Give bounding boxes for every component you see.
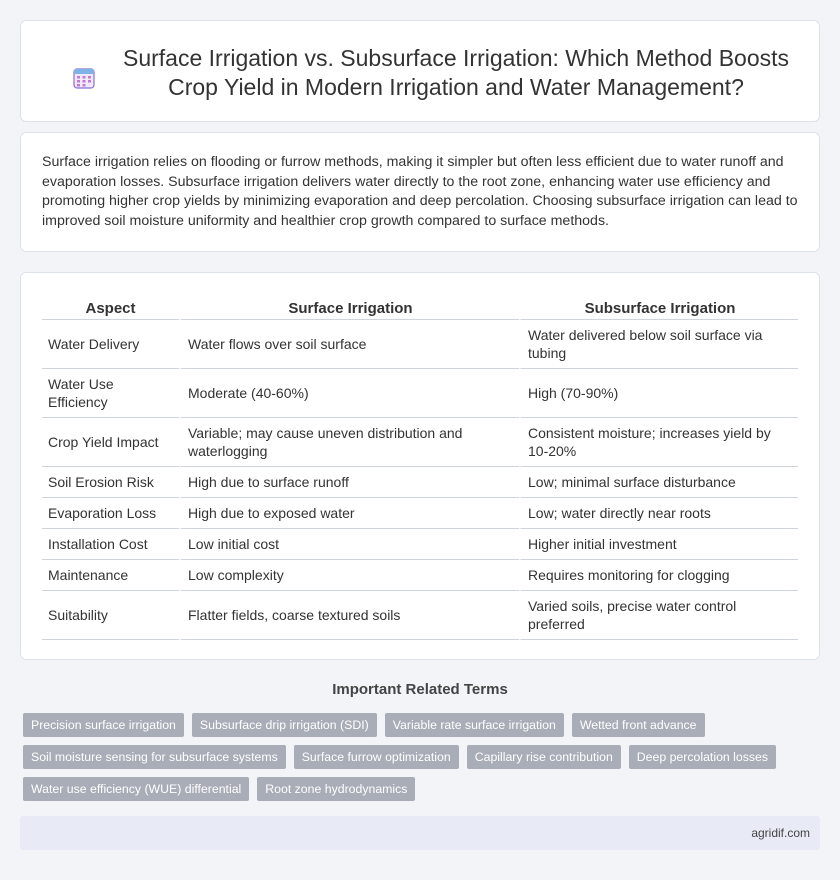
header-subsurface: Subsurface Irrigation: [519, 295, 798, 320]
title-card: [20, 20, 820, 122]
cell-aspect: Maintenance: [42, 560, 179, 591]
related-term-tag[interactable]: Precision surface irrigation: [23, 713, 184, 737]
cell-aspect: Crop Yield Impact: [42, 418, 179, 467]
related-term-tag[interactable]: Surface furrow optimization: [294, 745, 459, 769]
table-row: [42, 529, 798, 560]
related-terms-list: [23, 713, 803, 801]
table-row: [42, 320, 798, 369]
cell-aspect: Installation Cost: [42, 529, 179, 560]
related-term-tag[interactable]: Wetted front advance: [572, 713, 705, 737]
cell-aspect: Water Use Efficiency: [42, 369, 179, 418]
table-row: [42, 560, 798, 591]
table-row: [42, 498, 798, 529]
cell-aspect: Evaporation Loss: [42, 498, 179, 529]
cell-surface: Water flows over soil surface: [179, 320, 519, 369]
table-row: [42, 418, 798, 467]
related-term-tag[interactable]: Subsurface drip irrigation (SDI): [192, 713, 377, 737]
cell-subsurface: Consistent moisture; increases yield by 10-20%: [519, 418, 798, 467]
table-row: [42, 467, 798, 498]
related-term-tag[interactable]: Root zone hydrodynamics: [257, 777, 415, 801]
cell-subsurface: Low; water directly near roots: [519, 498, 798, 529]
cell-subsurface: Low; minimal surface disturbance: [519, 467, 798, 498]
related-term-tag[interactable]: Water use efficiency (WUE) differential: [23, 777, 249, 801]
footer: [20, 816, 820, 850]
cell-subsurface: Varied soils, precise water control preferred: [519, 591, 798, 640]
comparison-card: [20, 272, 820, 660]
related-terms-heading: Important Related Terms: [332, 681, 508, 698]
intro-card: [20, 132, 820, 252]
cell-surface: High due to surface runoff: [179, 467, 519, 498]
related-term-tag[interactable]: Capillary rise contribution: [467, 745, 621, 769]
table-row: [42, 369, 798, 418]
comparison-table: [42, 295, 798, 640]
calendar-grid-icon: [73, 67, 95, 89]
cell-surface: High due to exposed water: [179, 498, 519, 529]
cell-aspect: Soil Erosion Risk: [42, 467, 179, 498]
cell-subsurface: Requires monitoring for clogging: [519, 560, 798, 591]
site-link[interactable]: agridif.com: [751, 826, 810, 840]
table-row: [42, 591, 798, 640]
cell-surface: Low initial cost: [179, 529, 519, 560]
cell-surface: Variable; may cause uneven distribution and waterlogging: [179, 418, 519, 467]
cell-subsurface: Water delivered below soil surface via tubing: [519, 320, 798, 369]
table-header-row: [42, 295, 798, 320]
cell-surface: Moderate (40-60%): [179, 369, 519, 418]
cell-aspect: Suitability: [42, 591, 179, 640]
header-surface: Surface Irrigation: [179, 295, 519, 320]
related-term-tag[interactable]: Variable rate surface irrigation: [385, 713, 564, 737]
page-title: Surface Irrigation vs. Subsurface Irrigation: Which Method Boosts Crop Yield in Modern Irrigation and Water Management?: [122, 45, 790, 100]
intro-paragraph: Surface irrigation relies on flooding or furrow methods, making it simpler but often less efficient due to water runoff and evaporation losses. Subsurface irrigation delivers water directly to the root zone, enhancing water use efficiency and promoting higher crop yields by minimizing evaporation and deep percolation. Choosing subsurface irrigation can lead to improved soil moisture uniformity and healthier crop growth compared to surface methods.: [42, 154, 798, 229]
cell-surface: Low complexity: [179, 560, 519, 591]
cell-subsurface: Higher initial investment: [519, 529, 798, 560]
related-term-tag[interactable]: Soil moisture sensing for subsurface systems: [23, 745, 286, 769]
header-aspect: Aspect: [42, 295, 179, 320]
cell-subsurface: High (70-90%): [519, 369, 798, 418]
related-term-tag[interactable]: Deep percolation losses: [629, 745, 776, 769]
cell-surface: Flatter fields, coarse textured soils: [179, 591, 519, 640]
cell-aspect: Water Delivery: [42, 320, 179, 369]
